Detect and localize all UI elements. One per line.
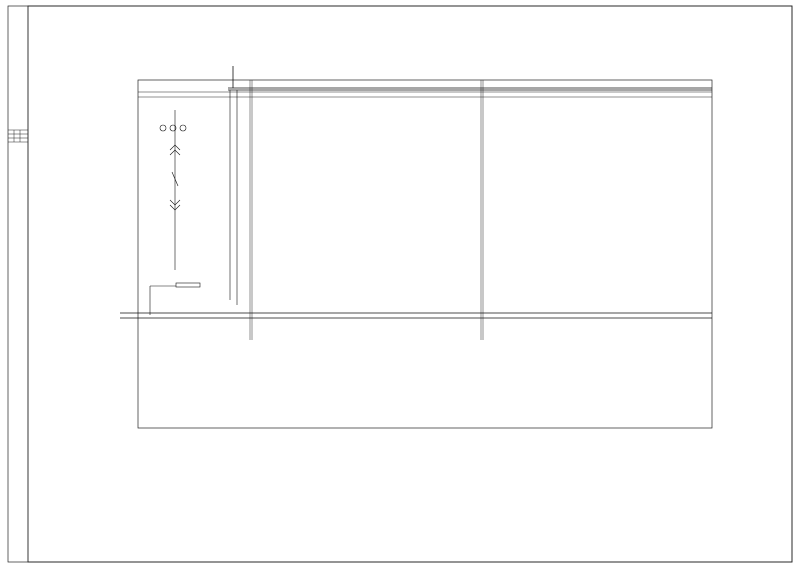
incoming-feeder bbox=[150, 90, 237, 315]
outer-frame bbox=[8, 6, 792, 562]
binding-strip bbox=[8, 130, 28, 142]
main-box bbox=[138, 80, 712, 428]
n-pe-bus bbox=[120, 313, 712, 318]
panel-headers bbox=[138, 80, 712, 340]
inner-frame bbox=[28, 6, 792, 562]
busbar bbox=[228, 66, 712, 90]
